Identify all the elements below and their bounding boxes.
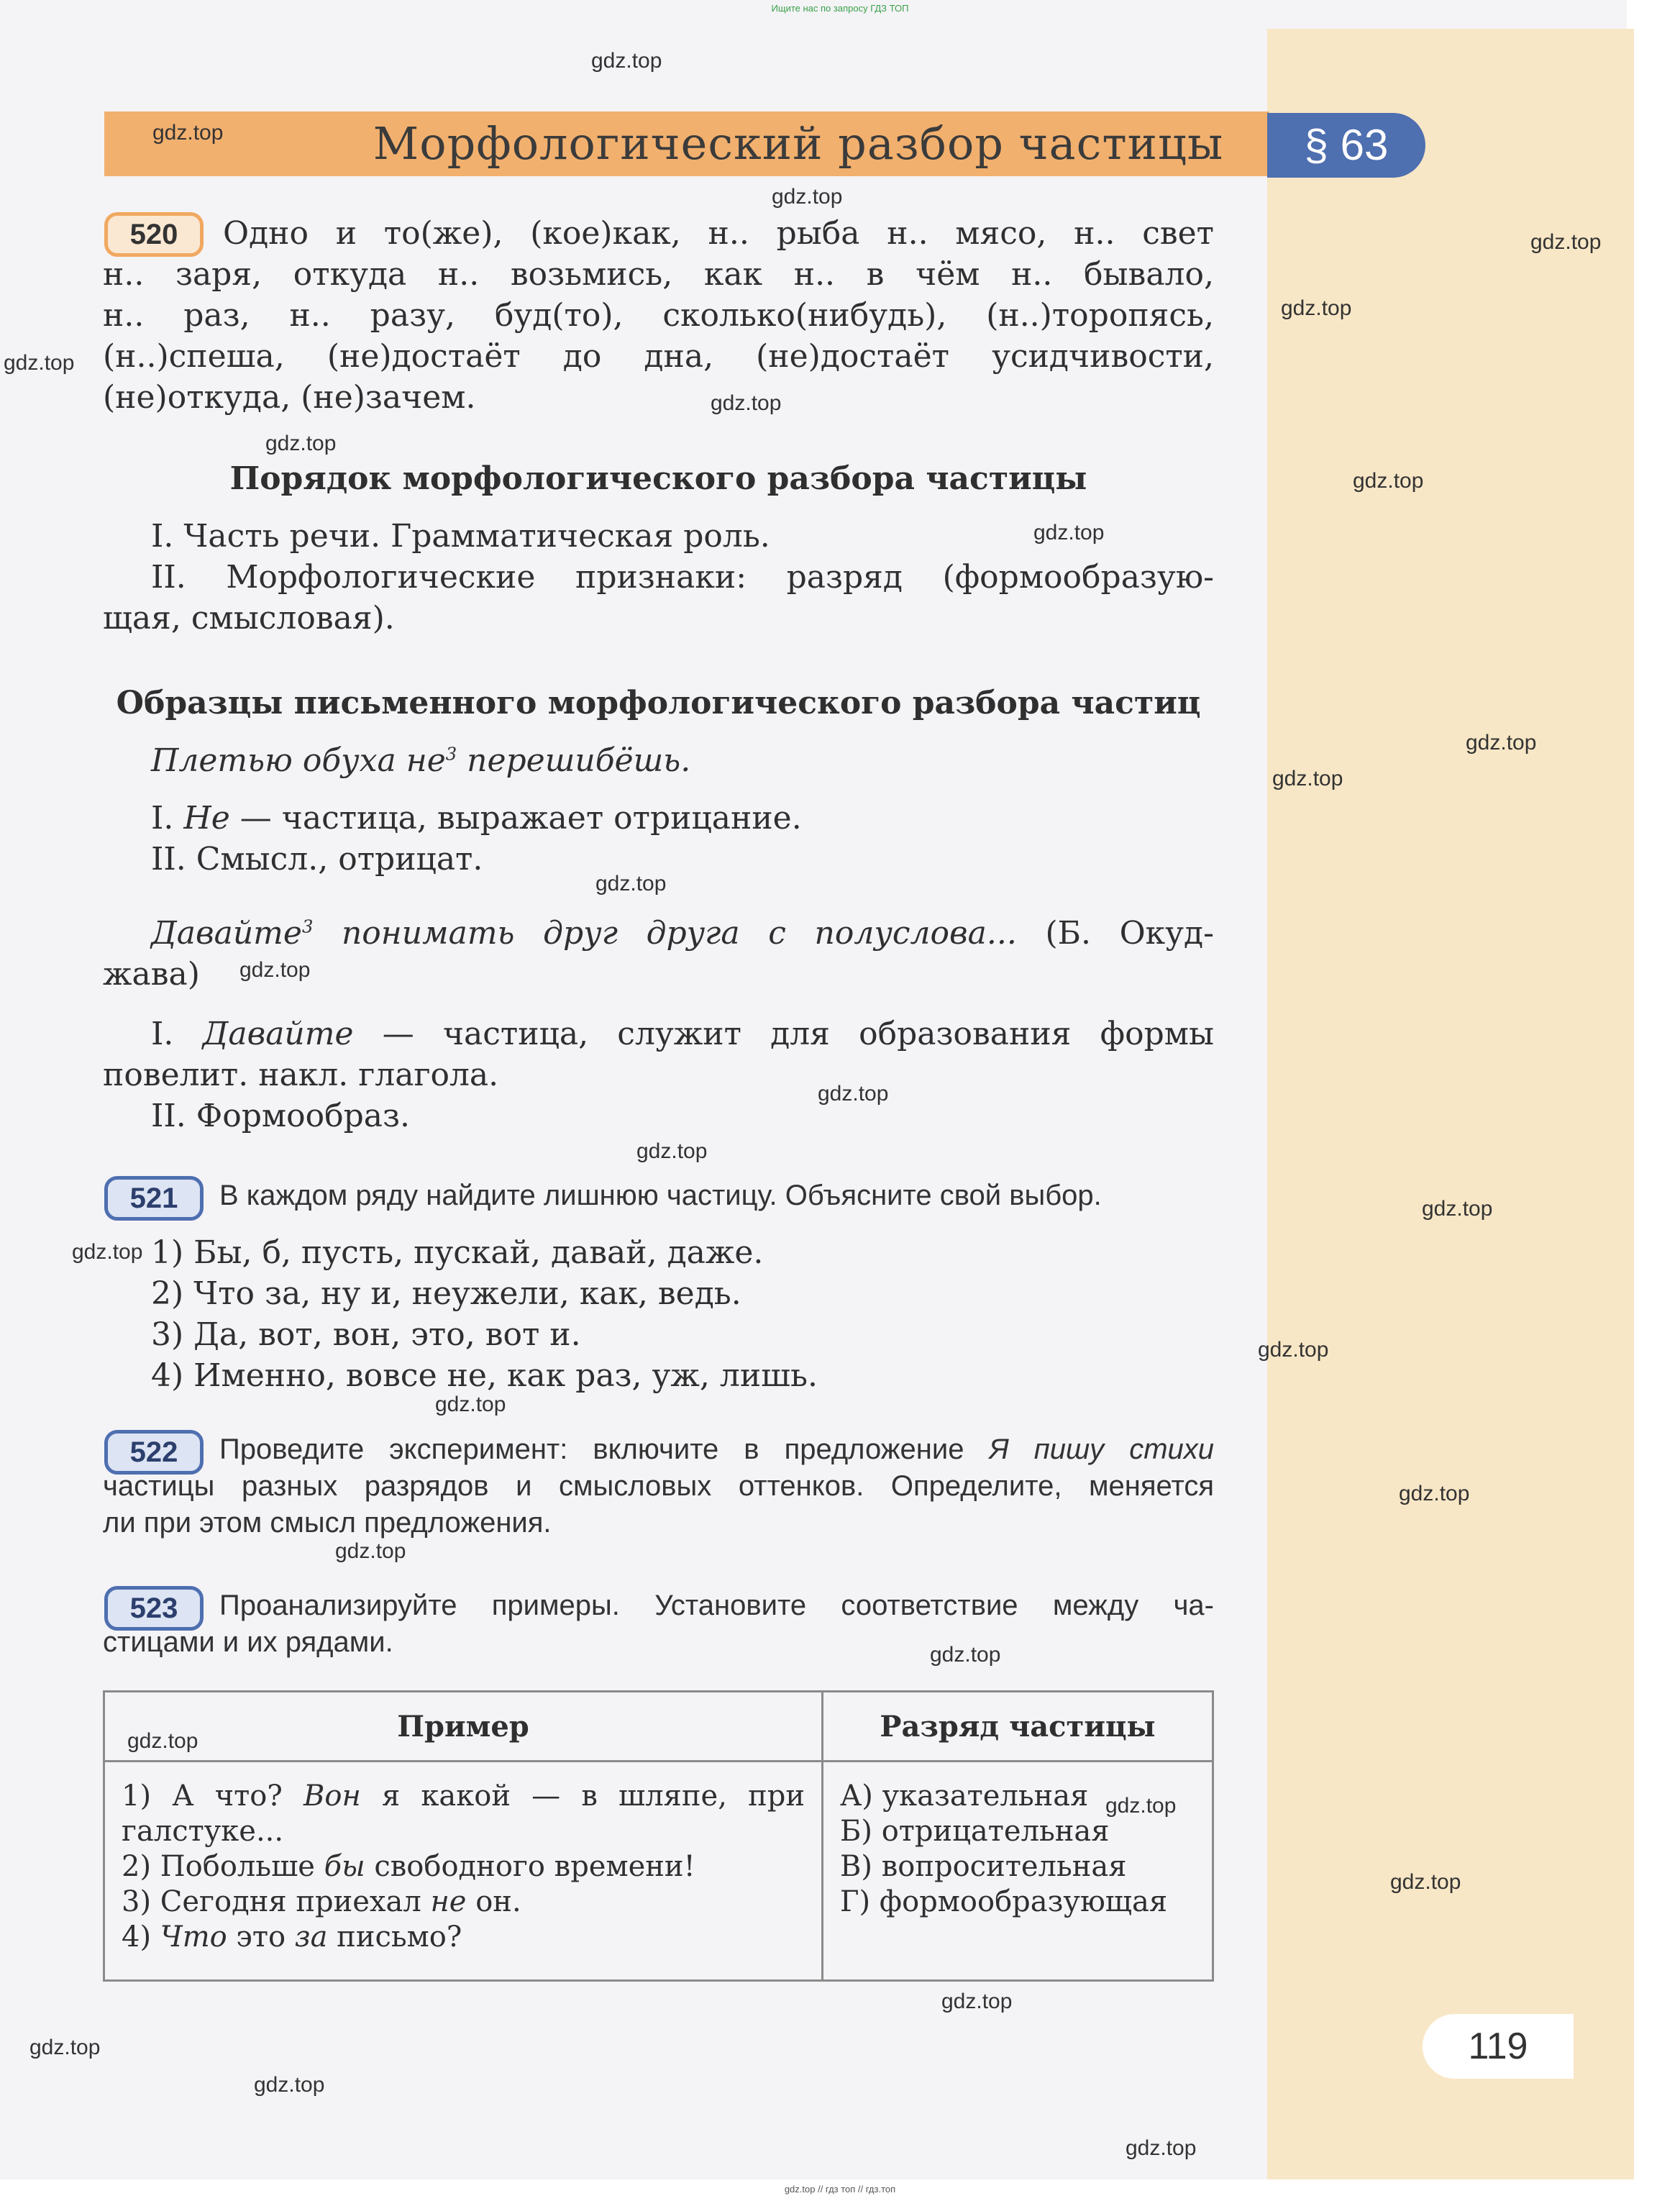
watermark: gdz.top — [1126, 2136, 1197, 2160]
ex523-line-1: Проанализируйте примеры. Установите соответствие между ча- — [219, 1590, 1214, 1621]
example-4: 4) Что это за письмо? — [122, 1920, 462, 1954]
watermark: gdz.top — [4, 351, 75, 375]
example-1: 1) А что? Вон я какой — в шляпе, при — [122, 1780, 805, 1813]
category-d: Г) формообразующая — [840, 1885, 1168, 1918]
watermark: gdz.top — [636, 1139, 708, 1163]
exercise-number-522: 522 — [104, 1430, 204, 1475]
exercise-number-520: 520 — [104, 212, 204, 257]
ex522-line-3: ли при этом смысл предложения. — [103, 1507, 552, 1539]
watermark: gdz.top — [72, 1240, 143, 1264]
category-c: В) вопросительная — [840, 1850, 1127, 1883]
sample-2-sentence-cont: жава) — [103, 956, 200, 993]
page-number: 119 — [1423, 2014, 1574, 2079]
watermark: gdz.top — [772, 185, 843, 209]
sample-2-sentence: Давайте$^3$ понимать друг друга с полуслова... (Б. Окуд- — [151, 915, 1214, 952]
watermark: gdz.top — [1466, 731, 1537, 755]
ex520-line-3: н.. раз, н.. разу, буд(то), сколько(нибудь), (н..)торопясь, — [103, 297, 1214, 334]
watermark: gdz.top — [265, 432, 337, 455]
watermark: gdz.top — [239, 958, 311, 982]
sample-2-line-1-cont: повелит. накл. глагола. — [103, 1057, 499, 1093]
watermark: gdz.top — [1105, 1794, 1177, 1818]
ex521-row-3: 3) Да, вот, вон, это, вот и. — [151, 1316, 581, 1353]
ex520-line-1: Одно и то(же), (кое)как, н.. рыба н.. мясо, н.. свет — [223, 215, 1214, 252]
watermark: gdz.top — [1422, 1197, 1493, 1221]
order-item-2-cont: щая, смысловая). — [103, 600, 395, 637]
watermark: gdz.top — [1258, 1338, 1329, 1362]
watermark: gdz.top — [152, 121, 224, 145]
ex521-row-4: 4) Именно, вовсе не, как раз, уж, лишь. — [151, 1357, 818, 1394]
ex522-line-2: частицы разных разрядов и смысловых оттенков. Определите, меняется — [103, 1470, 1214, 1502]
watermark: gdz.top — [435, 1393, 506, 1416]
ex520-line-5: (не)откуда, (не)зачем. — [103, 379, 476, 416]
order-item-2: II. Морфологические признаки: разряд (формообразую- — [151, 559, 1214, 596]
sample-1-line-1: I. Не — частица, выражает отрицание. — [151, 800, 802, 837]
watermark: gdz.top — [818, 1082, 889, 1106]
examples-cell — [104, 1762, 823, 1981]
watermark: gdz.top — [254, 2073, 325, 2097]
ex523-line-2: стицами и их рядами. — [103, 1626, 393, 1658]
section-title: Морфологический разбор частицы — [373, 117, 1224, 170]
ex520-line-2: н.. заря, откуда н.. возьмись, как н.. в чём н.. бывало, — [103, 256, 1214, 293]
ex522-line-1: Проведите эксперимент: включите в предложение Я пишу стихи — [219, 1434, 1214, 1465]
section-number-badge: § 63 — [1267, 113, 1425, 178]
watermark: gdz.top — [595, 872, 667, 896]
watermark: gdz.top — [1390, 1870, 1461, 1894]
example-1-cont: галстуке... — [122, 1815, 284, 1848]
watermark: gdz.top — [711, 391, 782, 415]
category-b: Б) отрицательная — [840, 1815, 1110, 1848]
page-side-strip — [1267, 29, 1634, 2179]
watermark: gdz.top — [127, 1729, 198, 1753]
watermark: gdz.top — [930, 1643, 1001, 1667]
watermark: gdz.top — [29, 2036, 101, 2059]
watermark: gdz.top — [1353, 469, 1424, 493]
example-2: 2) Побольше бы свободного времени! — [122, 1850, 695, 1883]
watermark: gdz.top — [335, 1539, 406, 1563]
bottom-note: gdz.top // гдз топ // гдз.топ — [784, 2184, 896, 2195]
table-header-category: Разряд частицы — [823, 1692, 1213, 1762]
watermark: gdz.top — [1272, 767, 1343, 790]
sample-2-line-2: II. Формообраз. — [151, 1098, 410, 1134]
watermark: gdz.top — [591, 49, 662, 73]
ex520-line-4: (н..)спеша, (не)достаёт до дна, (не)достаёт усидчивости, — [103, 338, 1214, 375]
exercise-number-523: 523 — [104, 1586, 204, 1631]
category-a: А) указательная — [840, 1780, 1089, 1813]
example-3: 3) Сегодня приехал не он. — [122, 1885, 521, 1918]
watermark: gdz.top — [1033, 521, 1105, 544]
sample-2-line-1: I. Давайте — частица, служит для образования формы — [151, 1016, 1214, 1052]
watermark: gdz.top — [1530, 230, 1602, 254]
ex521-task: В каждом ряду найдите лишнюю частицу. Объясните свой выбор. — [219, 1180, 1102, 1211]
ex521-row-2: 2) Что за, ну и, неужели, как, ведь. — [151, 1275, 741, 1312]
watermark: gdz.top — [941, 1990, 1013, 2013]
order-item-1: I. Часть речи. Грамматическая роль. — [151, 518, 770, 555]
sample-1-line-2: II. Смысл., отрицат. — [151, 841, 483, 878]
samples-title: Образцы письменного морфологического разбора частиц — [116, 685, 1201, 721]
watermark: gdz.top — [1399, 1482, 1470, 1505]
order-title: Порядок морфологического разбора частицы — [229, 460, 1087, 497]
exercise-number-521: 521 — [104, 1176, 204, 1221]
watermark: gdz.top — [1281, 296, 1352, 320]
top-note: Ищите нас по запросу ГДЗ ТОП — [771, 3, 909, 14]
matching-table — [103, 1690, 1214, 1982]
sample-1-sentence: Плетью обуха $не^3$ перешибёшь. — [151, 742, 691, 779]
ex521-row-1: 1) Бы, б, пусть, пускай, давай, даже. — [151, 1234, 764, 1271]
table-header-example: Пример — [104, 1692, 823, 1762]
section-header — [104, 111, 1269, 176]
